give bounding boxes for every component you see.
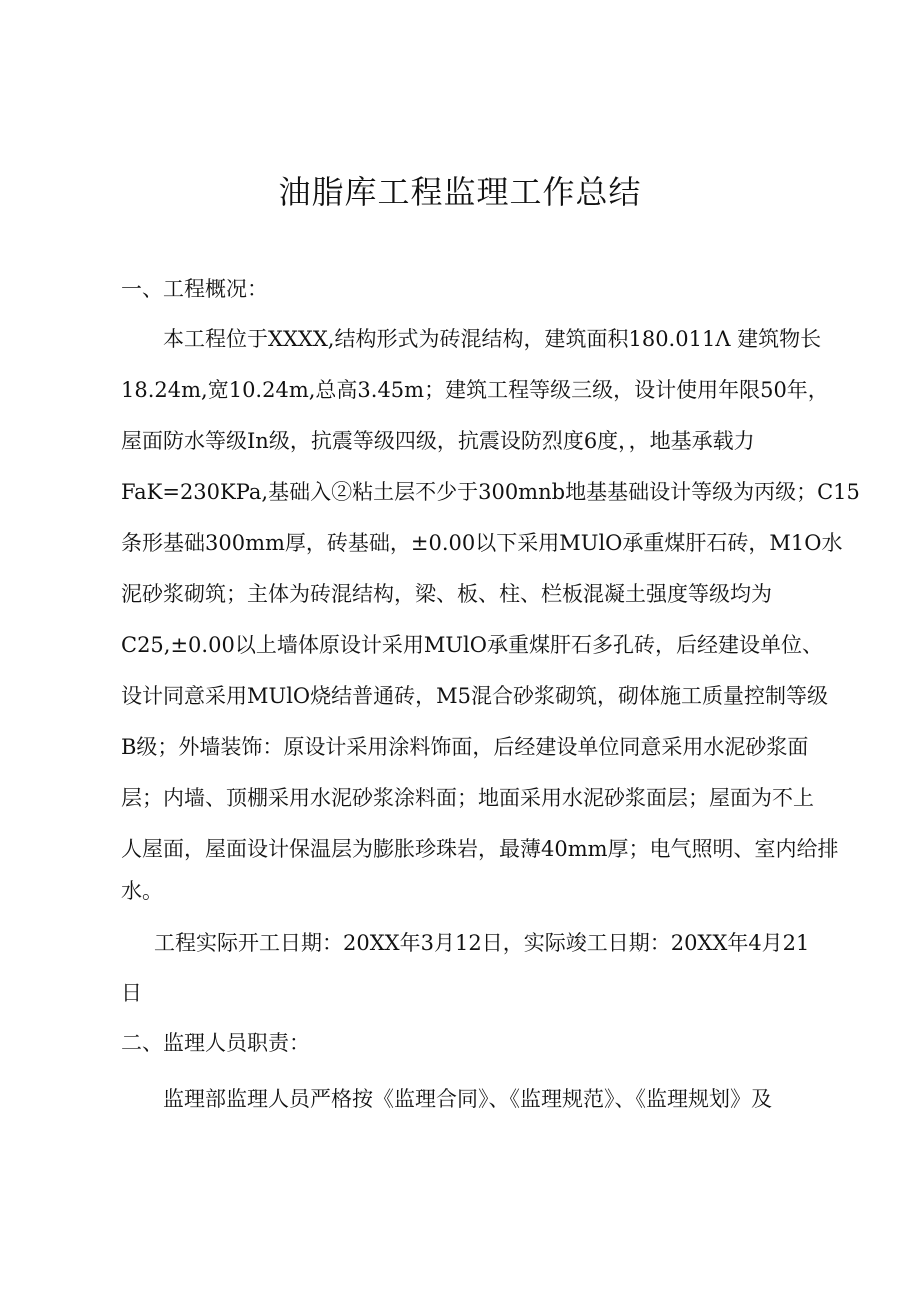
paragraph-line: 泥砂浆砌筑；主体为砖混结构，梁、板、柱、栏板混凝土强度等级均为: [121, 582, 772, 606]
dates-line-continuation: 日: [121, 981, 142, 1005]
paragraph-line: 监理部监理人员严格按《监理合同》、《监理规范》、《监理规划》及: [163, 1087, 772, 1111]
paragraph-line: 本工程位于XXXX,结构形式为砖混结构，建筑面积180.011Λ 建筑物长: [163, 327, 822, 351]
paragraph-line: FaK=230KPa,基础入②粘土层不少于300mnb地基基础设计等级为丙级；C15: [121, 480, 860, 504]
paragraph-line: 设计同意采用MUlO烧结普通砖，M5混合砂浆砌筑，砌体施工质量控制等级: [121, 684, 828, 708]
paragraph-line: 人屋面，屋面设计保温层为膨胀珍珠岩，最薄40mm厚；电气照明、室内给排: [121, 837, 839, 861]
section-heading-responsibilities: 二、监理人员职责：: [121, 1031, 310, 1055]
paragraph-line: B级；外墙装饰：原设计采用涂料饰面，后经建设单位同意采用水泥砂浆面: [121, 735, 809, 759]
section-heading-overview: 一、工程概况：: [121, 277, 268, 301]
paragraph-line: 条形基础300mm厚，砖基础，±0.00以下采用MUlO承重煤肝石砖，M1O水: [121, 531, 843, 555]
dates-line: 工程实际开工日期：20XX年3月12日，实际竣工日期：20XX年4月21: [154, 931, 810, 955]
paragraph-line: 屋面防水等级In级，抗震等级四级，抗震设防烈度6度，，地基承载力: [121, 429, 755, 453]
paragraph-line: 层；内墙、顶棚采用水泥砂浆涂料面；地面采用水泥砂浆面层；屋面为不上: [121, 786, 814, 810]
document-title: 油脂库工程监理工作总结: [278, 173, 642, 211]
paragraph-line: 18.24m,宽10.24m,总高3.45m；建筑工程等级三级，设计使用年限50年，: [121, 378, 829, 402]
paragraph-line: 水。: [121, 879, 163, 903]
paragraph-line: C25,±0.00以上墙体原设计采用MUlO承重煤肝石多孔砖，后经建设单位、: [121, 633, 823, 657]
